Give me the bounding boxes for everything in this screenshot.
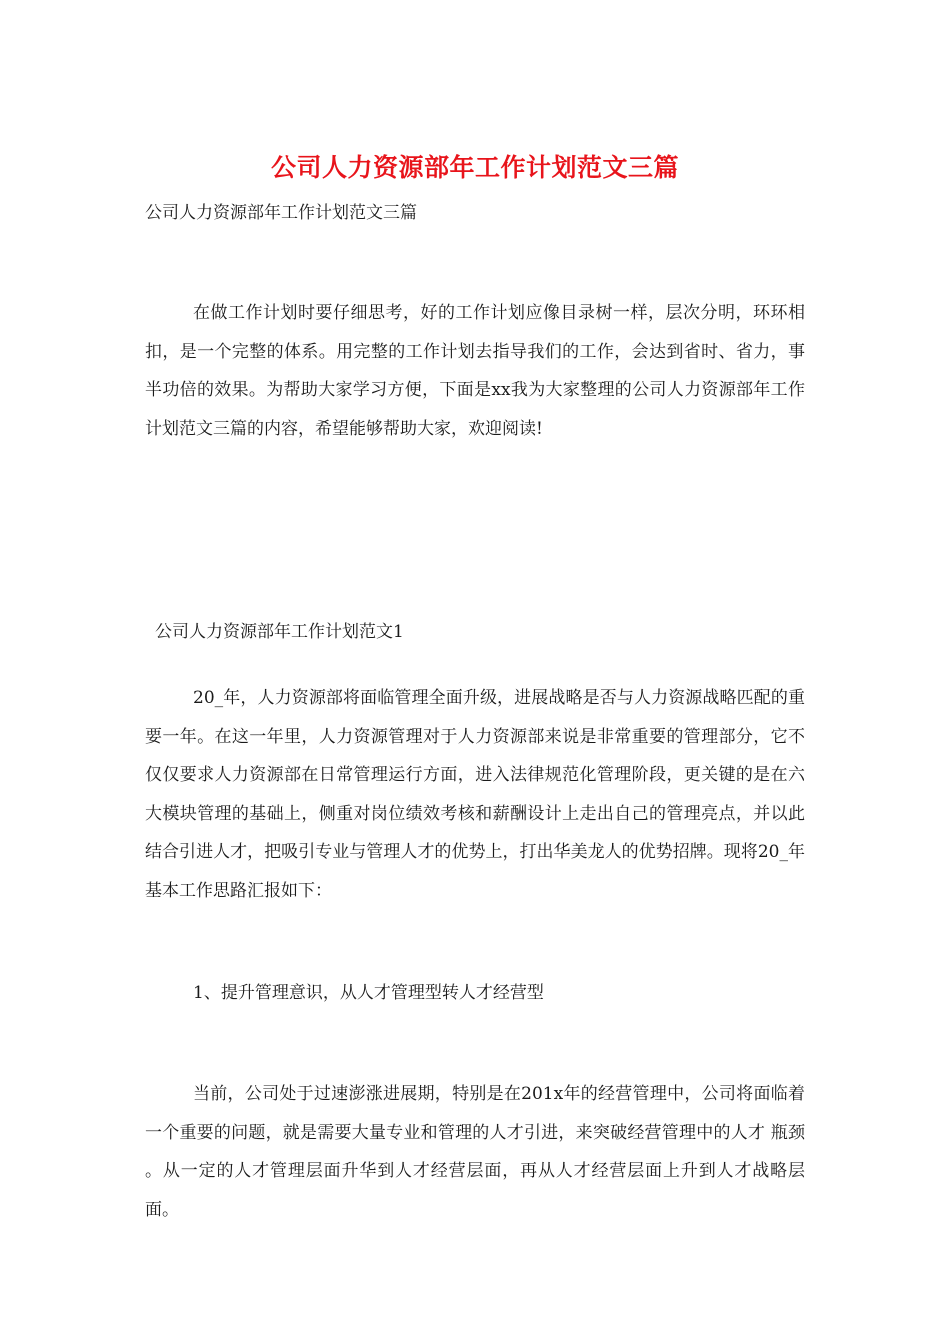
item-heading: 1、提升管理意识，从人才管理型转人才经营型 (193, 983, 544, 1003)
document-title: 公司人力资源部年工作计划范文三篇 (270, 153, 679, 182)
item-paragraph: 当前，公司处于过速澎涨进展期，特别是在201x年的经营管理中，公司将面临着一个重要的问题，就是需要大量专业和管理的人才引进，来突破经营管理中的人才 瓶颈 。从一定的人才管理层面升华到人才经营层面，再从人才经营层面上升到人才战略层面。 (145, 1084, 805, 1220)
document-subtitle: 公司人力资源部年工作计划范文三篇 (145, 203, 417, 223)
intro-paragraph: 在做工作计划时要仔细思考，好的工作计划应像目录树一样，层次分明，环环相扣，是一个完整的体系。用完整的工作计划去指导我们的工作，会达到省时、省力，事半功倍的效果。为帮助大家学习方便，下面是xx我为大家整理的公司人力资源部年工作计划范文三篇的内容，希望能够帮助大家，欢迎阅读! (145, 303, 805, 439)
section-heading: 公司人力资源部年工作计划范文1 (155, 622, 404, 642)
section-paragraph: 20_年，人力资源部将面临管理全面升级，进展战略是否与人力资源战略匹配的重要一年。在这一年里，人力资源管理对于人力资源部来说是非常重要的管理部分，它不仅仅要求人力资源部在日常管理运行方面，进入法律规范化管理阶段，更关键的是在六大模块管理的基础上，侧重对岗位绩效考核和薪酬设计上走出自己的管理亮点，并以此结合引进人才，把吸引专业与管理人才的优势上，打出华美龙人的优势招牌。现将20_年基本工作思路汇报如下： (145, 688, 805, 901)
